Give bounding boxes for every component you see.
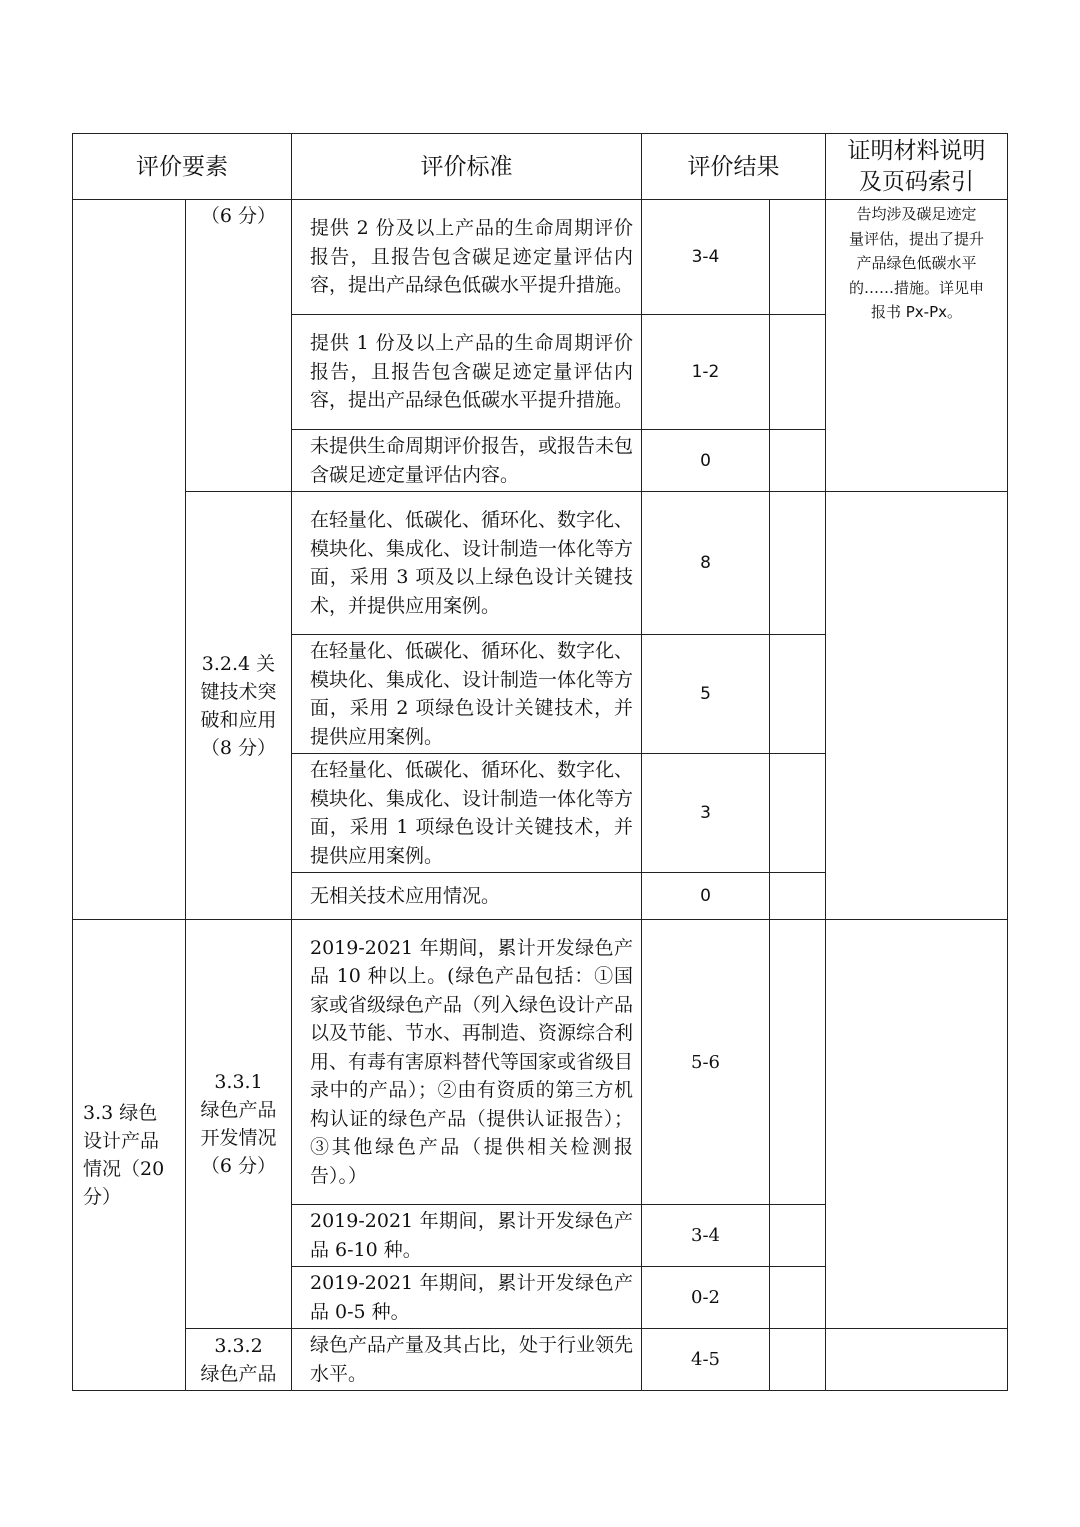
result-cell xyxy=(770,430,826,492)
criterion-text: 在轻量化、低碳化、循环化、数字化、模块化、集成化、设计制造一体化等方面，采用 1 项绿色设计关键技术，并提供应用案例。 xyxy=(292,754,642,873)
result-cell xyxy=(770,635,826,754)
score-value: 0 xyxy=(642,430,770,492)
result-cell xyxy=(770,200,826,315)
result-cell xyxy=(770,754,826,873)
criterion-text: 2019-2021 年期间，累计开发绿色产品 10 种以上。(绿色产品包括：①国家或省级绿色产品（列入绿色设计产品以及节能、节水、再制造、资源综合利用、有毒有害原料替代等国家或省级目录中的产品）；②由有资质的第三方机构认证的绿色产品（提供认证报告）；③其他绿色产品（提供相关检测报告）。） xyxy=(292,920,642,1205)
table-row xyxy=(73,920,1008,1205)
result-cell xyxy=(770,920,826,1205)
result-cell xyxy=(770,315,826,430)
criterion-text: 未提供生命周期评价报告，或报告未包含碳足迹定量评估内容。 xyxy=(292,430,642,492)
score-value: 0-2 xyxy=(642,1267,770,1329)
header-result: 评价结果 xyxy=(642,134,826,200)
result-cell xyxy=(770,1205,826,1267)
table-row xyxy=(73,1329,1008,1391)
header-standard: 评价标准 xyxy=(292,134,642,200)
sub-element-label: 3.3.2 绿色产品 xyxy=(186,1329,292,1391)
score-value: 4-5 xyxy=(642,1329,770,1391)
score-value: 3 xyxy=(642,754,770,873)
evidence-cell xyxy=(826,1329,1008,1391)
criterion-text: 无相关技术应用情况。 xyxy=(292,873,642,920)
result-cell xyxy=(770,492,826,635)
score-value: 5 xyxy=(642,635,770,754)
score-value: 1-2 xyxy=(642,315,770,430)
result-cell xyxy=(770,1329,826,1391)
result-cell xyxy=(770,873,826,920)
criterion-text: 2019-2021 年期间，累计开发绿色产品 6-10 种。 xyxy=(292,1205,642,1267)
category-cell-empty xyxy=(73,200,186,920)
sub-element-label: 3.3.1 绿色产品 开发情况 （6 分） xyxy=(186,920,292,1329)
criterion-text: 提供 1 份及以上产品的生命周期评价报告，且报告包含碳足迹定量评估内容，提出产品绿色低碳水平提升措施。 xyxy=(292,315,642,430)
evidence-cell xyxy=(826,920,1008,1329)
score-value: 3-4 xyxy=(642,1205,770,1267)
evidence-cell xyxy=(826,492,1008,920)
evidence-note: 告均涉及碳足迹定 量评估，提出了提升 产品绿色低碳水平 的……措施。详见申 报书 Px-Px。 xyxy=(826,200,1008,492)
criterion-text: 绿色产品产量及其占比，处于行业领先水平。 xyxy=(292,1329,642,1391)
sub-element-label: （6 分） xyxy=(186,200,292,492)
evaluation-table xyxy=(72,133,1008,1391)
score-value: 0 xyxy=(642,873,770,920)
header-row xyxy=(73,134,1008,200)
table-row xyxy=(73,492,1008,635)
score-value: 3-4 xyxy=(642,200,770,315)
score-value: 5-6 xyxy=(642,920,770,1205)
criterion-text: 提供 2 份及以上产品的生命周期评价报告，且报告包含碳足迹定量评估内容，提出产品绿色低碳水平提升措施。 xyxy=(292,200,642,315)
sub-element-label: 3.2.4 关 键技术突 破和应用 （8 分） xyxy=(186,492,292,920)
header-element: 评价要素 xyxy=(73,134,292,200)
header-evidence: 证明材料说明 及页码索引 xyxy=(826,134,1008,200)
criterion-text: 在轻量化、低碳化、循环化、数字化、模块化、集成化、设计制造一体化等方面，采用 3 项及以上绿色设计关键技术，并提供应用案例。 xyxy=(292,492,642,635)
criterion-text: 在轻量化、低碳化、循环化、数字化、模块化、集成化、设计制造一体化等方面，采用 2 项绿色设计关键技术，并提供应用案例。 xyxy=(292,635,642,754)
score-value: 8 xyxy=(642,492,770,635)
result-cell xyxy=(770,1267,826,1329)
table-row xyxy=(73,200,1008,315)
criterion-text: 2019-2021 年期间，累计开发绿色产品 0-5 种。 xyxy=(292,1267,642,1329)
category-label: 3.3 绿色 设计产品 情况（20 分） xyxy=(73,920,186,1391)
